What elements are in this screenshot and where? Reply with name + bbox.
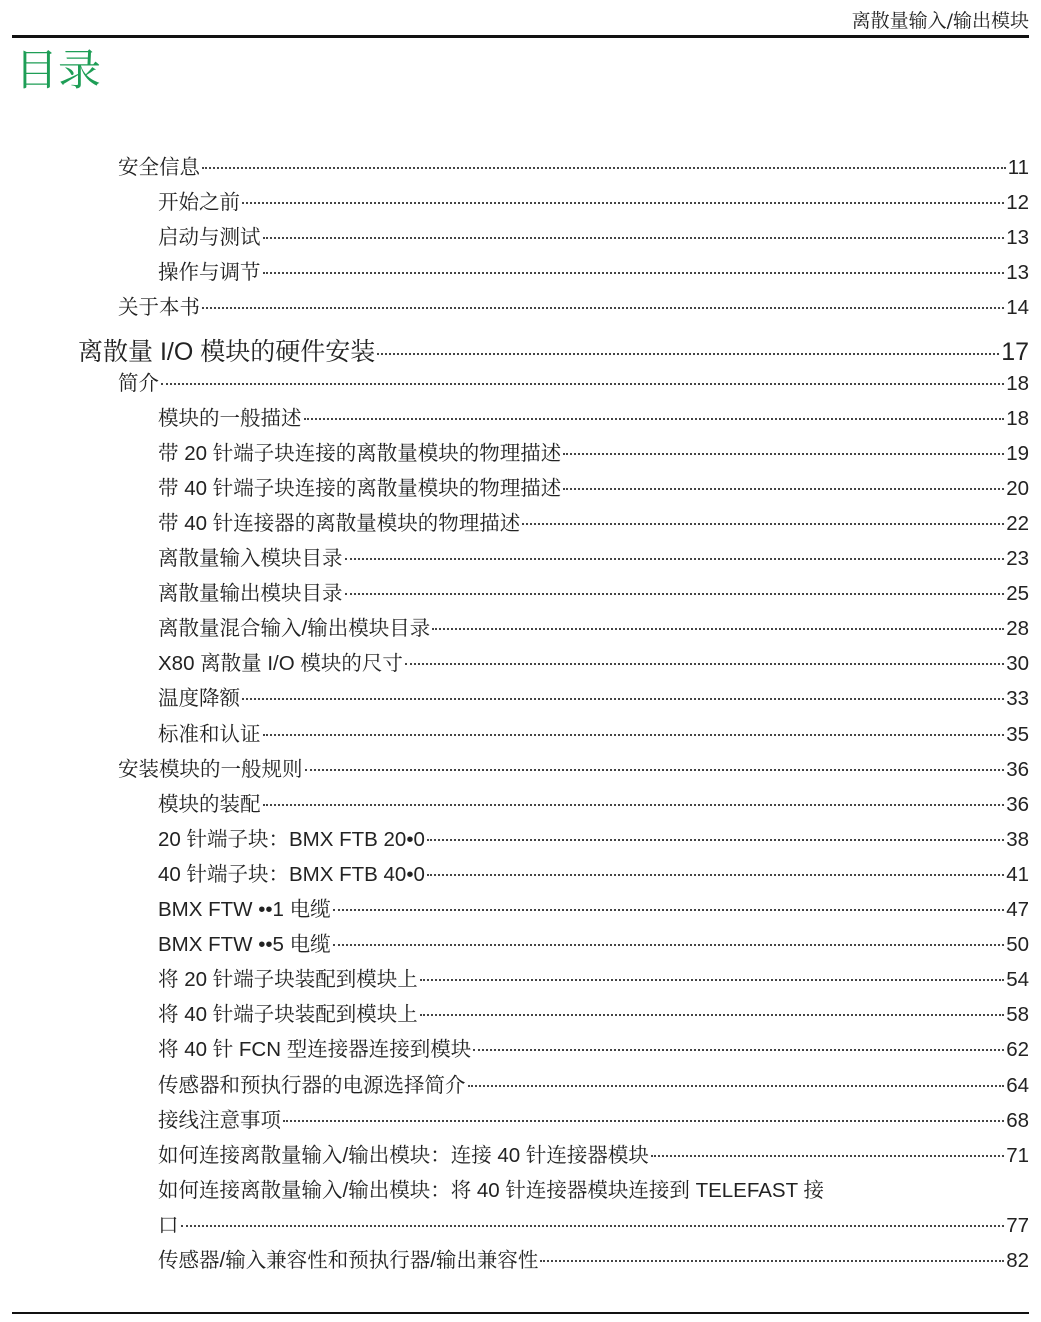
toc-entry-title: 安全信息 — [118, 156, 200, 179]
toc-leader-dots — [333, 943, 1005, 946]
toc-leader-dots — [304, 417, 1005, 420]
toc-leader-dots — [432, 627, 1004, 630]
toc-leader-dots — [563, 487, 1004, 490]
toc-entry-title: 温度降额 — [158, 687, 240, 711]
toc-entry-title: BMX FTW ••1 电缆 — [158, 898, 331, 921]
toc-leader-dots — [420, 978, 1004, 981]
footer-rule — [12, 1312, 1029, 1314]
toc-page-number: 13 — [1006, 261, 1029, 285]
toc-leader-dots — [333, 908, 1005, 911]
toc-page-number: 68 — [1006, 1108, 1029, 1132]
toc-entry-title: 简介 — [118, 371, 159, 395]
toc-entry-title: 模块的一般描述 — [158, 406, 302, 430]
toc-page-number: 12 — [1006, 191, 1029, 215]
toc-entry[interactable] — [158, 857, 1029, 891]
toc-entry-title: 如何连接离散量输入/输出模块：将 40 针连接器模块连接到 TELEFAST 接 — [158, 1178, 824, 1202]
toc-page-number: 82 — [1006, 1249, 1029, 1272]
toc-entry[interactable] — [158, 1103, 1029, 1137]
toc-entry-title: 带 40 针端子块连接的离散量模块的物理描述 — [158, 476, 562, 500]
page-title: 目录 — [15, 46, 101, 96]
toc-entry-title: X80 离散量 I/O 模块的尺寸 — [158, 652, 403, 676]
toc-leader-dots — [263, 236, 1005, 239]
toc-entry[interactable] — [158, 220, 1029, 254]
toc-entry[interactable] — [78, 332, 1029, 366]
toc-page-number: 17 — [1001, 337, 1029, 366]
toc-entry-title: 关于本书 — [118, 296, 200, 320]
toc-entry[interactable] — [158, 1208, 1029, 1242]
toc-entry-title: 20 针端子块：BMX FTB 20•0 — [158, 827, 425, 851]
toc-page-number: 47 — [1006, 898, 1029, 921]
toc-leader-dots — [345, 592, 1005, 595]
toc-entry[interactable] — [118, 290, 1029, 324]
toc-leader-dots — [420, 1013, 1004, 1016]
toc-entry-title: 将 20 针端子块装配到模块上 — [158, 968, 418, 992]
toc-page-number: 36 — [1006, 792, 1029, 816]
toc-leader-dots — [377, 352, 999, 355]
toc-leader-dots — [161, 382, 1004, 385]
toc-leader-dots — [305, 768, 1005, 771]
toc-entry[interactable] — [158, 1243, 1029, 1277]
toc-leader-dots — [563, 452, 1004, 455]
toc-leader-dots — [468, 1084, 1005, 1087]
toc-entry-title: 接线注意事项 — [158, 1108, 281, 1132]
toc-entry[interactable] — [158, 611, 1029, 645]
toc-entry[interactable] — [158, 1138, 1029, 1172]
toc-leader-dots — [540, 1259, 1004, 1262]
toc-entry-title: 操作与调节 — [158, 261, 261, 285]
toc-entry-title: 离散量 I/O 模块的硬件安装 — [78, 337, 376, 366]
toc-entry[interactable] — [158, 576, 1029, 610]
toc-leader-dots — [202, 166, 1006, 169]
toc-leader-dots — [427, 838, 1004, 841]
toc-page-number: 20 — [1006, 476, 1029, 500]
toc-leader-dots — [181, 1224, 1005, 1227]
toc-page-number: 71 — [1006, 1143, 1029, 1167]
toc-entry[interactable] — [118, 366, 1029, 400]
toc-page-number: 41 — [1006, 862, 1029, 886]
toc-entry[interactable] — [158, 1032, 1029, 1066]
toc-page-number: 28 — [1006, 617, 1029, 641]
toc-leader-dots — [263, 271, 1005, 274]
toc-leader-dots — [405, 662, 1004, 665]
toc-entry[interactable] — [118, 150, 1029, 184]
toc-leader-dots — [345, 557, 1005, 560]
toc-entry-title: 离散量输出模块目录 — [158, 582, 343, 606]
toc-entry-title: 带 20 针端子块连接的离散量模块的物理描述 — [158, 441, 562, 465]
toc-entry-title: 离散量混合输入/输出模块目录 — [158, 617, 431, 641]
toc-entry[interactable] — [158, 1068, 1029, 1102]
toc-entry-title: BMX FTW ••5 电缆 — [158, 933, 331, 957]
toc-entry-title: 传感器/输入兼容性和预执行器/输出兼容性 — [158, 1249, 539, 1272]
toc-page-number: 22 — [1006, 511, 1029, 535]
toc-entry-title: 40 针端子块：BMX FTB 40•0 — [158, 862, 425, 886]
toc-leader-dots — [522, 522, 1004, 525]
toc-page-number: 23 — [1006, 547, 1029, 570]
toc-leader-dots — [242, 201, 1004, 204]
toc-page-number: 50 — [1006, 933, 1029, 957]
toc-entry[interactable] — [158, 997, 1029, 1031]
toc-entry[interactable] — [158, 681, 1029, 715]
toc-leader-dots — [242, 697, 1004, 700]
toc-entry-title: 启动与测试 — [158, 226, 261, 250]
toc-leader-dots — [651, 1154, 1004, 1157]
toc-page-number: 11 — [1007, 156, 1029, 179]
toc-entry[interactable] — [118, 752, 1029, 786]
toc-page-number: 64 — [1006, 1073, 1029, 1097]
toc-entry[interactable] — [158, 962, 1029, 996]
toc-entry-title: 离散量输入模块目录 — [158, 547, 343, 570]
toc-page-number: 33 — [1006, 687, 1029, 711]
toc-entry[interactable] — [158, 401, 1029, 435]
toc-entry-title: 口 — [158, 1213, 179, 1237]
header-rule — [12, 35, 1029, 38]
toc-entry[interactable] — [158, 892, 1029, 926]
toc-entry[interactable] — [158, 717, 1029, 751]
toc-entry-title: 将 40 针 FCN 型连接器连接到模块 — [158, 1038, 472, 1062]
toc-leader-dots — [427, 873, 1004, 876]
toc-leader-dots — [263, 733, 1005, 736]
toc-entry-title: 安装模块的一般规则 — [118, 757, 303, 781]
toc-page-number: 58 — [1006, 1003, 1029, 1027]
toc-entry[interactable] — [158, 822, 1029, 856]
toc-page-number: 54 — [1006, 968, 1029, 992]
toc-entry[interactable] — [158, 255, 1029, 289]
toc-page-number: 25 — [1006, 582, 1029, 606]
toc-entry[interactable] — [158, 471, 1029, 505]
toc-page-number: 30 — [1006, 652, 1029, 676]
toc-entry[interactable] — [158, 185, 1029, 219]
toc-entry[interactable] — [158, 927, 1029, 961]
toc-entry[interactable] — [158, 541, 1029, 575]
toc-leader-dots — [283, 1119, 1004, 1122]
toc-page-number: 35 — [1006, 722, 1029, 746]
toc-page-number: 77 — [1006, 1213, 1029, 1237]
toc-entry[interactable] — [158, 436, 1029, 470]
toc-entry-title: 带 40 针连接器的离散量模块的物理描述 — [158, 511, 521, 535]
toc-entry[interactable] — [158, 646, 1029, 680]
toc-entry-title: 将 40 针端子块装配到模块上 — [158, 1003, 418, 1027]
toc-leader-dots — [263, 803, 1005, 806]
toc-page-number: 14 — [1006, 296, 1029, 320]
toc-entry[interactable] — [158, 1173, 1029, 1207]
toc-entry[interactable] — [158, 506, 1029, 540]
toc-page-number: 18 — [1006, 371, 1029, 395]
toc-entry-title: 如何连接离散量输入/输出模块：连接 40 针连接器模块 — [158, 1143, 649, 1167]
toc-page-number: 38 — [1006, 827, 1029, 851]
toc-page-number: 36 — [1006, 757, 1029, 781]
toc-page-number: 19 — [1006, 441, 1029, 465]
toc-page-number: 62 — [1006, 1038, 1029, 1062]
toc-entry-title: 传感器和预执行器的电源选择简介 — [158, 1073, 466, 1097]
running-header: 离散量输入/输出模块 — [851, 10, 1029, 32]
toc-entry[interactable] — [158, 787, 1029, 821]
toc-leader-dots — [202, 306, 1004, 309]
toc-entry-title: 模块的装配 — [158, 792, 261, 816]
toc-page-number: 13 — [1006, 226, 1029, 250]
toc-entry-title: 开始之前 — [158, 191, 240, 215]
toc-page-number: 18 — [1006, 406, 1029, 430]
toc-entry-title: 标准和认证 — [158, 722, 261, 746]
toc-leader-dots — [473, 1048, 1004, 1051]
